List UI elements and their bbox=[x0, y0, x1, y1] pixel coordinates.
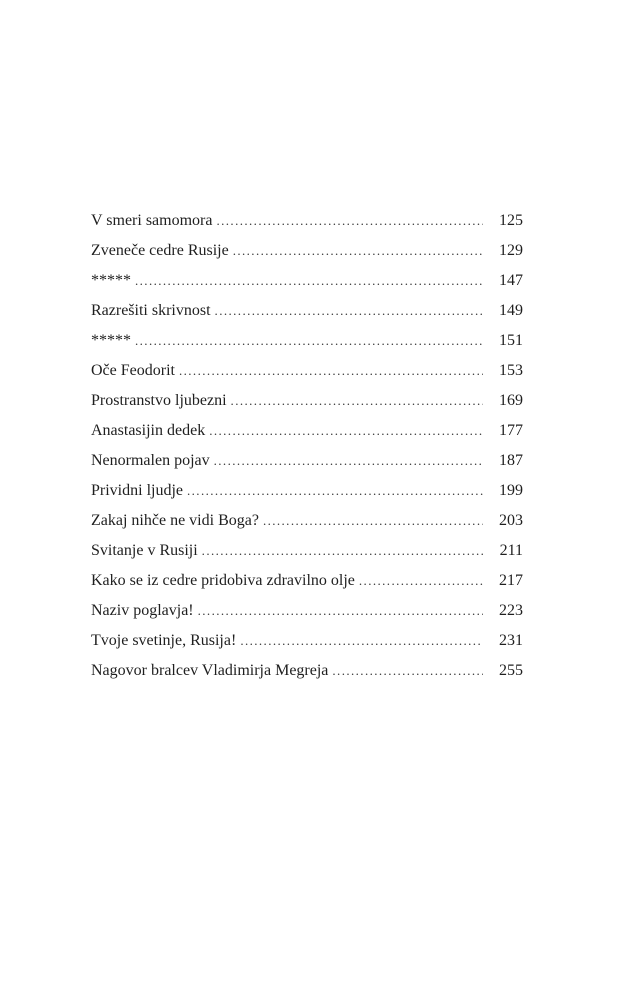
toc-entry-title: ***** bbox=[91, 332, 131, 349]
toc-entry-title: Nagovor bralcev Vladimirja Megreja bbox=[91, 662, 329, 679]
toc-entry-title: Nenormalen pojav bbox=[91, 452, 210, 469]
toc-entry bbox=[91, 626, 523, 656]
dot-leader bbox=[179, 356, 483, 386]
dot-leader bbox=[332, 656, 483, 686]
dot-leader bbox=[214, 446, 483, 476]
toc-entry-page: 153 bbox=[499, 362, 523, 379]
dot-leader bbox=[215, 296, 483, 326]
toc-entry-title: Prostranstvo ljubezni bbox=[91, 392, 227, 409]
toc-entry-title: Naziv poglavja! bbox=[91, 602, 194, 619]
toc-entry bbox=[91, 386, 523, 416]
toc-entry-title: Anastasijin dedek bbox=[91, 422, 206, 439]
toc-entry bbox=[91, 656, 523, 686]
toc-entry-title: Svitanje v Rusiji bbox=[91, 542, 198, 559]
toc-entry bbox=[91, 596, 523, 626]
toc-entry bbox=[91, 296, 523, 326]
dot-leader bbox=[216, 206, 483, 236]
toc-entry-title: ***** bbox=[91, 272, 131, 289]
toc-entry-page: 187 bbox=[499, 452, 523, 469]
toc-entry bbox=[91, 446, 523, 476]
toc-entry bbox=[91, 356, 523, 386]
toc-entry-page: 223 bbox=[499, 602, 523, 619]
toc-entry-title: Tvoje svetinje, Rusija! bbox=[91, 632, 237, 649]
toc-entry bbox=[91, 536, 523, 566]
toc-entry-page: 169 bbox=[499, 392, 523, 409]
toc-entry bbox=[91, 326, 523, 356]
toc-entry-title: Zveneče cedre Rusije bbox=[91, 242, 229, 259]
toc-entry-page: 199 bbox=[499, 482, 523, 499]
toc-entry-title: Prividni ljudje bbox=[91, 482, 183, 499]
toc-entry bbox=[91, 236, 523, 266]
toc-entry bbox=[91, 506, 523, 536]
toc-entry bbox=[91, 476, 523, 506]
dot-leader bbox=[240, 626, 483, 656]
toc-entry-page: 129 bbox=[499, 242, 523, 259]
dot-leader bbox=[209, 416, 483, 446]
toc-entry-page: 147 bbox=[499, 272, 523, 289]
toc-entry bbox=[91, 566, 523, 596]
dot-leader bbox=[231, 386, 483, 416]
toc-entry-page: 125 bbox=[499, 212, 523, 229]
toc-entry bbox=[91, 416, 523, 446]
toc-entry-page: 255 bbox=[499, 662, 523, 679]
toc-entry-title: Razrešiti skrivnost bbox=[91, 302, 211, 319]
dot-leader bbox=[359, 566, 483, 596]
toc-entry-page: 177 bbox=[499, 422, 523, 439]
toc-entry-title: Kako se iz cedre pridobiva zdravilno olje bbox=[91, 572, 355, 589]
dot-leader bbox=[135, 266, 483, 296]
toc-entry-title: Zakaj nihče ne vidi Boga? bbox=[91, 512, 259, 529]
dot-leader bbox=[202, 536, 483, 566]
toc-entry bbox=[91, 206, 523, 236]
dot-leader bbox=[233, 236, 483, 266]
toc-entry-page: 231 bbox=[499, 632, 523, 649]
toc-entry-page: 203 bbox=[499, 512, 523, 529]
dot-leader bbox=[263, 506, 483, 536]
dot-leader bbox=[198, 596, 483, 626]
toc-entry-page: 149 bbox=[499, 302, 523, 319]
toc-entry-page: 211 bbox=[499, 542, 523, 559]
table-of-contents bbox=[91, 206, 523, 686]
toc-entry bbox=[91, 266, 523, 296]
toc-entry-title: V smeri samomora bbox=[91, 212, 213, 229]
toc-entry-title: Oče Feodorit bbox=[91, 362, 175, 379]
dot-leader bbox=[187, 476, 483, 506]
dot-leader bbox=[135, 326, 483, 356]
toc-entry-page: 217 bbox=[499, 572, 523, 589]
toc-entry-page: 151 bbox=[499, 332, 523, 349]
